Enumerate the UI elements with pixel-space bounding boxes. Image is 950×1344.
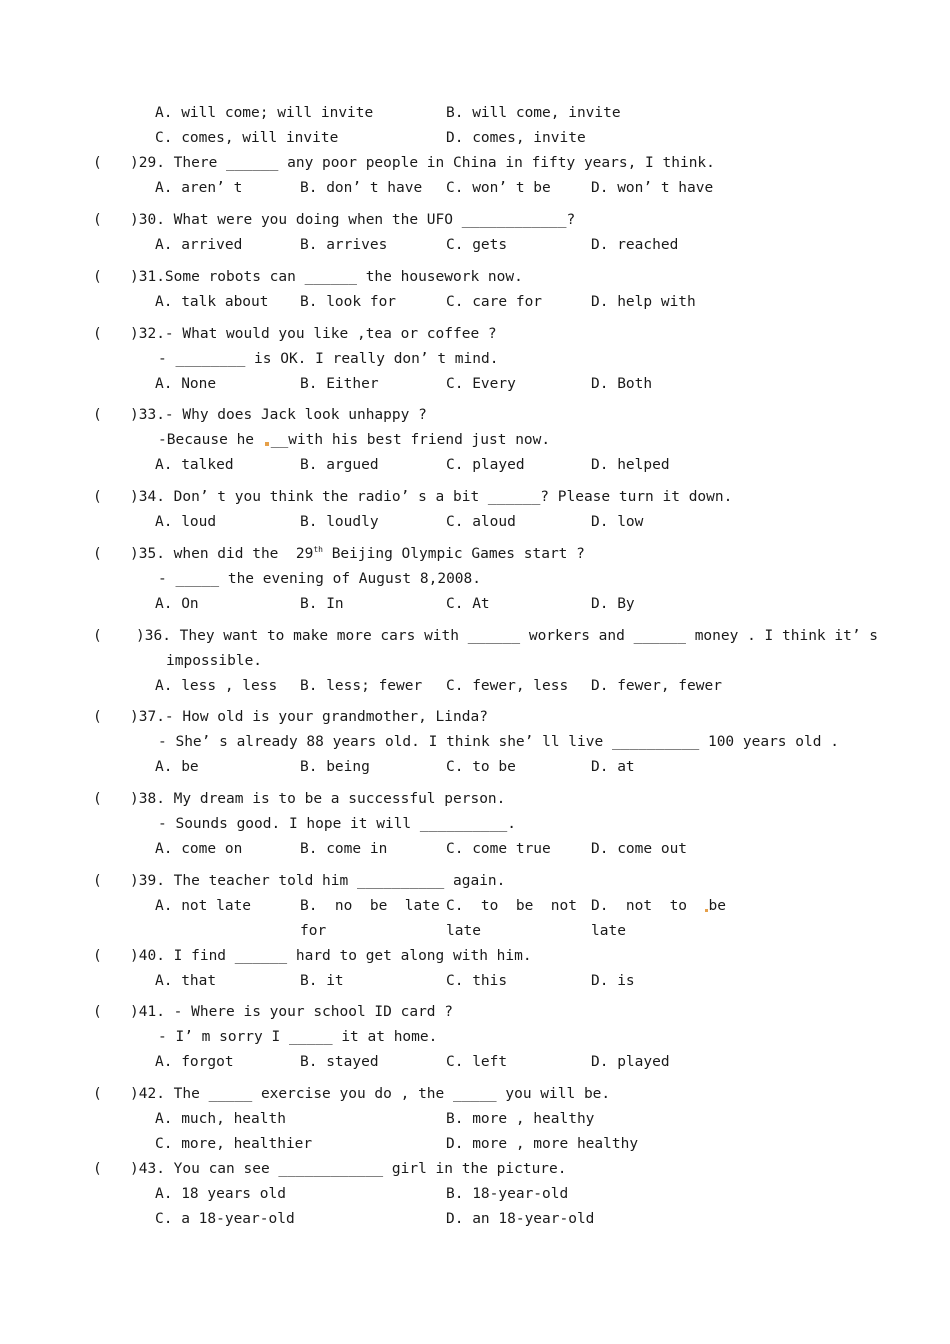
option-b: B. look for bbox=[300, 294, 397, 310]
option-d-text: D. not to bbox=[591, 898, 705, 914]
question-37-stem: )37.- How old is your grandmother, Linda? bbox=[130, 709, 488, 725]
option-c: C. a 18-year-old bbox=[155, 1211, 295, 1227]
question-43-stem: )43. You can see ____________ girl in the picture. bbox=[130, 1161, 567, 1177]
option-a: A. arrived bbox=[155, 237, 243, 253]
option-c-wrap: late bbox=[446, 923, 481, 939]
answer-paren: ( bbox=[93, 407, 102, 423]
option-b: B. no be late bbox=[300, 898, 440, 914]
answer-paren: ( bbox=[93, 628, 102, 644]
option-b: B. arrives bbox=[300, 237, 388, 253]
answer-paren: ( bbox=[93, 1086, 102, 1102]
question-35-reply: - _____ the evening of August 8,2008. bbox=[158, 571, 482, 587]
option-d bbox=[591, 897, 726, 915]
option-a: A. be bbox=[155, 759, 199, 775]
question-38-stem: )38. My dream is to be a successful person. bbox=[130, 791, 506, 807]
answer-paren: ( bbox=[93, 948, 102, 964]
question-32-stem: )32.- What would you like ,tea or coffee ? bbox=[130, 326, 497, 342]
question-42-stem: )42. The _____ exercise you do , the _____ you will be. bbox=[130, 1086, 611, 1102]
highlight-mark bbox=[705, 909, 708, 912]
option-a: A. forgot bbox=[155, 1054, 234, 1070]
option-c: C. won’ t be bbox=[446, 180, 551, 196]
question-34-stem: )34. Don’ t you think the radio’ s a bit ______? Please turn it down. bbox=[130, 489, 733, 505]
option-d: D. low bbox=[591, 514, 644, 530]
option-a: A. much, health bbox=[155, 1111, 286, 1127]
reply-text-start: -Because he bbox=[158, 432, 263, 448]
question-41-reply: - I’ m sorry I _____ it at home. bbox=[158, 1029, 438, 1045]
option-d: D. Both bbox=[591, 376, 653, 392]
option-a: A. loud bbox=[155, 514, 217, 530]
option-d: D. comes, invite bbox=[446, 130, 586, 146]
question-39-stem: )39. The teacher told him __________ again. bbox=[130, 873, 506, 889]
question-35-stem bbox=[130, 545, 585, 563]
question-36-continuation: impossible. bbox=[166, 653, 263, 669]
answer-paren: ( bbox=[93, 269, 102, 285]
option-a: A. talked bbox=[155, 457, 234, 473]
option-c: C. left bbox=[446, 1054, 508, 1070]
option-a: A. On bbox=[155, 596, 199, 612]
option-d: D. played bbox=[591, 1054, 670, 1070]
option-c: C. come true bbox=[446, 841, 551, 857]
answer-paren: ( bbox=[93, 791, 102, 807]
option-a: A. come on bbox=[155, 841, 243, 857]
option-b: B. don’ t have bbox=[300, 180, 423, 196]
option-a: A. less , less bbox=[155, 678, 278, 694]
answer-paren: ( bbox=[93, 155, 102, 171]
question-32-reply: - ________ is OK. I really don’ t mind. bbox=[158, 351, 499, 367]
option-d: D. an 18-year-old bbox=[446, 1211, 595, 1227]
option-a: A. talk about bbox=[155, 294, 269, 310]
option-c: C. played bbox=[446, 457, 525, 473]
option-c: C. comes, will invite bbox=[155, 130, 339, 146]
option-a: A. None bbox=[155, 376, 217, 392]
option-b: B. 18-year-old bbox=[446, 1186, 569, 1202]
option-b: B. being bbox=[300, 759, 370, 775]
question-33-reply bbox=[158, 431, 550, 449]
stem-text-start: )35. when did the 29 bbox=[130, 546, 314, 562]
answer-paren: ( bbox=[93, 326, 102, 342]
answer-paren: ( bbox=[93, 212, 102, 228]
option-b: B. will come, invite bbox=[446, 105, 621, 121]
option-d: D. reached bbox=[591, 237, 679, 253]
option-b: B. more , healthy bbox=[446, 1111, 595, 1127]
option-c: C. this bbox=[446, 973, 508, 989]
option-b: B. stayed bbox=[300, 1054, 379, 1070]
option-d: D. is bbox=[591, 973, 635, 989]
option-d: D. more , more healthy bbox=[446, 1136, 639, 1152]
option-c: C. fewer, less bbox=[446, 678, 569, 694]
question-37-reply: - She’ s already 88 years old. I think she’ ll live __________ 100 years old . bbox=[158, 734, 839, 750]
option-b: B. less; fewer bbox=[300, 678, 423, 694]
option-c: C. aloud bbox=[446, 514, 516, 530]
option-d: D. By bbox=[591, 596, 635, 612]
option-d: D. at bbox=[591, 759, 635, 775]
option-a: A. 18 years old bbox=[155, 1186, 286, 1202]
question-31-stem: )31.Some robots can ______ the housework now. bbox=[130, 269, 523, 285]
question-30-stem: )30. What were you doing when the UFO ____________? bbox=[130, 212, 576, 228]
option-d: D. fewer, fewer bbox=[591, 678, 722, 694]
question-36-stem: )36. They want to make more cars with ______ workers and ______ money . I think it’ s bbox=[136, 628, 879, 644]
question-38-reply: - Sounds good. I hope it will __________. bbox=[158, 816, 516, 832]
reply-text-end: __with his best friend just now. bbox=[270, 432, 551, 448]
option-d: D. help with bbox=[591, 294, 696, 310]
question-41-stem: )41. - Where is your school ID card ? bbox=[130, 1004, 454, 1020]
option-b-wrap: for bbox=[300, 923, 327, 939]
question-40-stem: )40. I find ______ hard to get along with him. bbox=[130, 948, 532, 964]
ordinal-suffix: th bbox=[313, 545, 323, 554]
option-d-tail: be bbox=[708, 898, 726, 914]
answer-paren: ( bbox=[93, 489, 102, 505]
option-d: D. come out bbox=[591, 841, 688, 857]
question-29-stem: )29. There ______ any poor people in China in fifty years, I think. bbox=[130, 155, 715, 171]
option-d-wrap: late bbox=[591, 923, 626, 939]
answer-paren: ( bbox=[93, 1004, 102, 1020]
highlight-mark bbox=[265, 442, 269, 446]
option-d: D. helped bbox=[591, 457, 670, 473]
option-c: C. gets bbox=[446, 237, 508, 253]
option-b: B. In bbox=[300, 596, 344, 612]
question-33-stem: )33.- Why does Jack look unhappy ? bbox=[130, 407, 427, 423]
option-a: A. aren’ t bbox=[155, 180, 243, 196]
option-b: B. it bbox=[300, 973, 344, 989]
option-c: C. care for bbox=[446, 294, 543, 310]
option-c: C. At bbox=[446, 596, 490, 612]
option-b: B. come in bbox=[300, 841, 388, 857]
option-d: D. won’ t have bbox=[591, 180, 714, 196]
answer-paren: ( bbox=[93, 709, 102, 725]
option-c: C. to be bbox=[446, 759, 516, 775]
option-c: C. to be not bbox=[446, 898, 577, 914]
option-c: C. Every bbox=[446, 376, 516, 392]
option-c: C. more, healthier bbox=[155, 1136, 313, 1152]
answer-paren: ( bbox=[93, 1161, 102, 1177]
stem-text-end: Beijing Olympic Games start ? bbox=[322, 546, 585, 562]
option-b: B. argued bbox=[300, 457, 379, 473]
option-b: B. Either bbox=[300, 376, 379, 392]
answer-paren: ( bbox=[93, 873, 102, 889]
option-a: A. that bbox=[155, 973, 217, 989]
answer-paren: ( bbox=[93, 546, 102, 562]
option-b: B. loudly bbox=[300, 514, 379, 530]
option-a: A. will come; will invite bbox=[155, 105, 374, 121]
option-a: A. not late bbox=[155, 898, 252, 914]
